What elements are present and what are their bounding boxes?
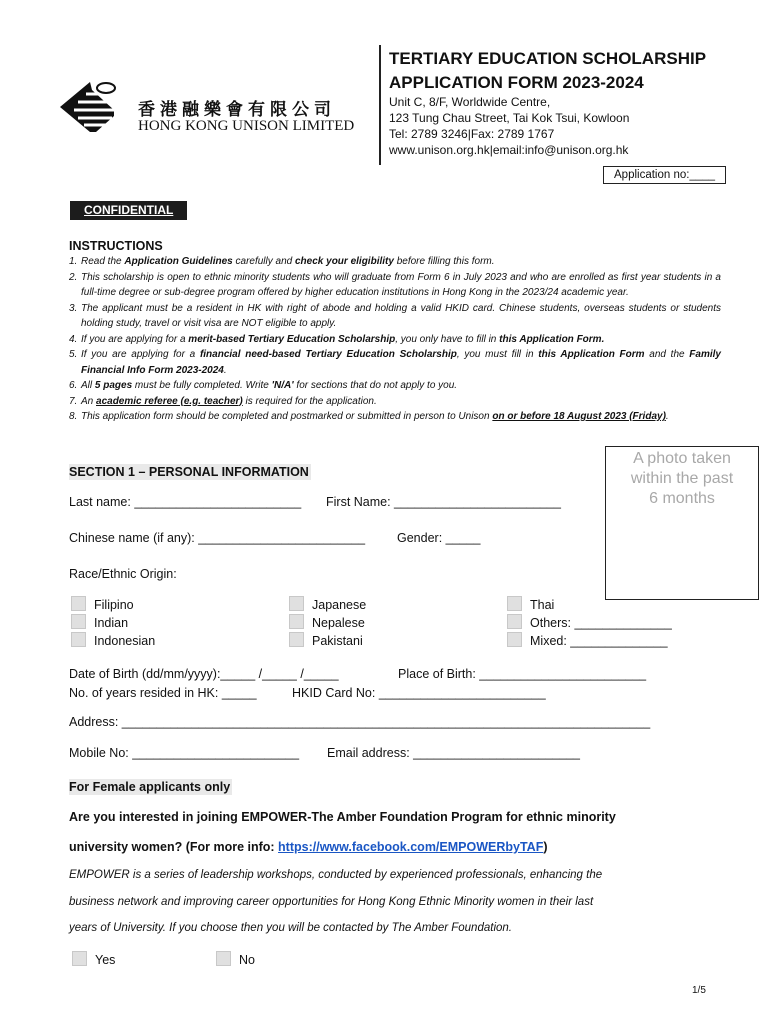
place-of-birth-field[interactable]: Place of Birth: ________________________ [398, 667, 647, 681]
checkbox[interactable] [289, 614, 304, 629]
race-option-mixed[interactable]: Mixed: ______________ [507, 632, 672, 650]
photo-box[interactable] [605, 446, 759, 600]
section1-heading: SECTION 1 – PERSONAL INFORMATION [69, 465, 309, 479]
instruction-text: Application Guidelines [124, 256, 233, 267]
last-name-field[interactable]: Last name: ________________________ [69, 495, 302, 509]
org-name-chinese: 香港融樂會有限公司 [138, 100, 336, 120]
instruction-text: If you are applying for a [81, 333, 189, 345]
instruction-text: , you must fill in [456, 349, 539, 360]
instruction-number: 4. [69, 333, 78, 345]
email-field[interactable]: Email address: ________________________ [327, 746, 580, 760]
instruction-item [69, 409, 721, 425]
page-number: 1/5 [692, 985, 706, 996]
instruction-text: must be fully completed. Write [132, 380, 272, 391]
instruction-number: 8. [69, 411, 78, 422]
checkbox[interactable] [71, 632, 86, 647]
mobile-field[interactable]: Mobile No: ________________________ [69, 746, 300, 760]
photo-hint-line3: 6 months [649, 490, 715, 507]
instruction-text: carefully and [232, 256, 295, 267]
instruction-number: 3. [69, 302, 78, 314]
instruction-text: 'N/A' [271, 380, 294, 391]
instruction-number: 2. [69, 271, 78, 283]
option-no[interactable]: No [216, 951, 255, 967]
instruction-text: The applicant must be a resident in HK with right of abode and holding a valid HKID card. Chinese students, overseas students or students holding study, travel or visit visa are NOT eligible to apply. [81, 302, 721, 329]
instruction-text: this Application Form. [499, 333, 605, 345]
female-heading: For Female applicants only [69, 780, 231, 794]
instruction-text: If you are applying for a [81, 349, 200, 360]
address-line2: 123 Tung Chau Street, Tai Kok Tsui, Kowloon [389, 111, 630, 125]
instructions-heading: INSTRUCTIONS [69, 239, 163, 253]
race-option-others[interactable]: Others: ______________ [507, 614, 672, 632]
checkbox[interactable] [507, 632, 522, 647]
instruction-text: financial need-based Tertiary Education Scholarship [199, 349, 457, 360]
instruction-text: and the [644, 349, 690, 360]
instruction-item [69, 378, 721, 394]
address-line1: Unit C, 8/F, Worldwide Centre, [389, 95, 551, 109]
instruction-number: 7. [69, 395, 78, 407]
instruction-number: 1. [69, 256, 78, 267]
instruction-item [69, 332, 721, 348]
empower-desc-line1: EMPOWER is a series of leadership workshops, conducted by experienced professionals, enhancing the [69, 869, 603, 881]
instruction-text: Family Financial Info Form 2023-2024 [81, 349, 721, 376]
instructions-list [69, 254, 721, 425]
gender-field[interactable]: Gender: _____ [397, 531, 481, 545]
empower-question-line1: Are you interested in joining EMPOWER-The Amber Foundation Program for ethnic minority [69, 810, 616, 824]
race-col3 [507, 596, 672, 650]
race-label: Race/Ethnic Origin: [69, 567, 177, 581]
photo-hint-line1: A photo taken [633, 450, 731, 467]
race-option-indonesian[interactable]: Indonesian [71, 632, 155, 650]
checkbox[interactable] [71, 614, 86, 629]
instruction-text: check your eligibility [295, 256, 394, 267]
race-option-japanese[interactable]: Japanese [289, 596, 366, 614]
instruction-text: 5 pages [94, 380, 133, 391]
race-col2 [289, 596, 366, 650]
race-option-indian[interactable]: Indian [71, 614, 155, 632]
form-title-line1: TERTIARY EDUCATION SCHOLARSHIP [389, 49, 707, 68]
instruction-text: An [81, 395, 97, 407]
empower-desc-line2: business network and improving career opportunities for Hong Kong Ethnic Minority women in their last [69, 896, 594, 908]
tel-fax: Tel: 2789 3246|Fax: 2789 1767 [389, 127, 555, 141]
checkbox[interactable] [71, 596, 86, 611]
instruction-text: is required for the application. [242, 395, 377, 407]
checkbox[interactable] [72, 951, 87, 966]
instruction-text: merit-based Tertiary Education Scholarship [188, 333, 396, 345]
instruction-text: Read the [81, 256, 125, 267]
instruction-text: academic referee (e.g. teacher) [96, 395, 243, 407]
instruction-text: on or before 18 August 2023 (Friday) [492, 411, 666, 422]
instruction-number: 5. [69, 349, 78, 360]
hkid-field[interactable]: HKID Card No: ________________________ [292, 686, 546, 700]
instruction-item [69, 394, 721, 410]
org-name-english: HONG KONG UNISON LIMITED [138, 118, 355, 134]
empower-desc-line3: years of University. If you choose then you will be contacted by The Amber Foundation. [69, 922, 512, 934]
checkbox[interactable] [507, 596, 522, 611]
confidential-label: CONFIDENTIAL [70, 201, 187, 220]
instruction-item [69, 254, 721, 270]
race-option-filipino[interactable]: Filipino [71, 596, 155, 614]
instruction-text: All [81, 380, 95, 391]
empower-link[interactable]: https://www.facebook.com/EMPOWERbyTAF [278, 840, 544, 854]
race-option-pakistani[interactable]: Pakistani [289, 632, 366, 650]
form-title-line2: APPLICATION FORM 2023-2024 [389, 73, 644, 92]
first-name-field[interactable]: First Name: ________________________ [326, 495, 561, 509]
race-col1 [71, 596, 155, 650]
instruction-number: 6. [69, 380, 78, 391]
header-divider [379, 45, 381, 165]
race-option-nepalese[interactable]: Nepalese [289, 614, 366, 632]
instruction-text: this Application Form [538, 349, 645, 360]
race-option-thai[interactable]: Thai [507, 596, 672, 614]
instruction-item [69, 270, 721, 301]
instruction-text: for sections that do not apply to you. [293, 380, 458, 391]
checkbox[interactable] [289, 632, 304, 647]
instruction-item [69, 347, 721, 378]
years-resided-field[interactable]: No. of years resided in HK: _____ [69, 686, 257, 700]
application-number-box[interactable]: Application no:____ [603, 166, 726, 184]
instruction-item [69, 301, 721, 332]
option-yes[interactable]: Yes [72, 951, 115, 967]
instruction-text: . [223, 364, 227, 376]
checkbox[interactable] [507, 614, 522, 629]
logo-mark [56, 80, 126, 135]
instruction-text: This scholarship is open to ethnic minority students who will graduate from Form 6 in July 2023 and who are enrolled as first year students in a full-time degree or sub-degree program offered by higher education institutions in Hong Kong in the 2023/24 academic year. [81, 271, 721, 298]
chinese-name-field[interactable]: Chinese name (if any): ________________________ [69, 531, 366, 545]
photo-hint-line2: within the past [630, 470, 734, 487]
instruction-text: . [665, 411, 669, 422]
dob-field[interactable]: Date of Birth (dd/mm/yyyy):_____ /_____ /_____ [69, 667, 339, 681]
instruction-text: before filling this form. [393, 256, 495, 267]
checkbox[interactable] [289, 596, 304, 611]
instruction-text: , you only have to fill in [395, 333, 500, 345]
web-email: www.unison.org.hk|email:info@unison.org.hk [389, 143, 629, 157]
checkbox[interactable] [216, 951, 231, 966]
instruction-text: This application form should be completed and postmarked or submitted in person to Unison [81, 411, 493, 422]
address-field[interactable]: Address: ____________________________________________________________________________ [69, 715, 651, 729]
empower-question-line2: university women? (For more info: https://www.facebook.com/EMPOWERbyTAF) [69, 840, 548, 854]
